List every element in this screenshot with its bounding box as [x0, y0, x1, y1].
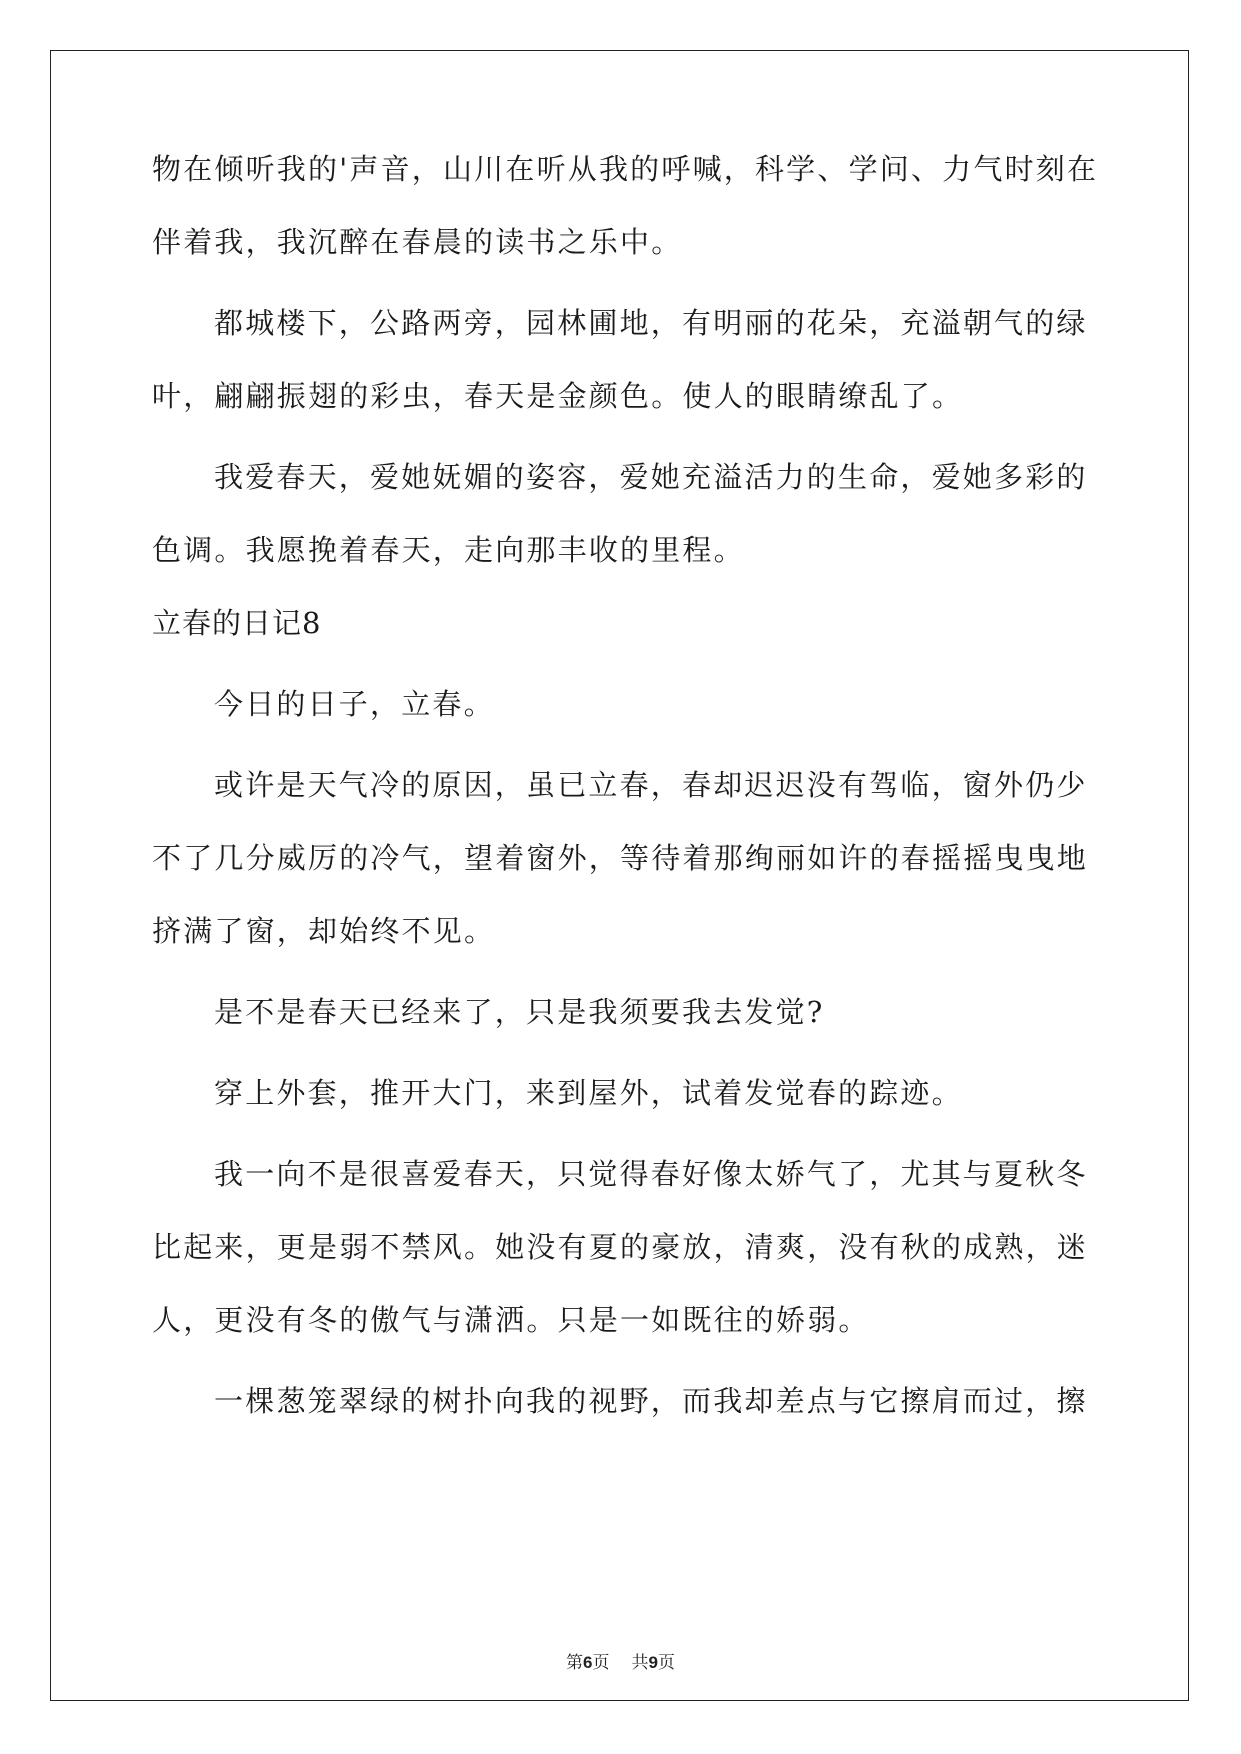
- text-line: 比起来，更是弱不禁风。她没有夏的豪放，清爽，没有秋的成熟，迷: [152, 1230, 1089, 1264]
- page-border: [50, 50, 1189, 1701]
- footer-page-word: 页: [592, 1653, 610, 1673]
- text-line: 色调。我愿挽着春天，走向那丰收的里程。: [152, 533, 745, 567]
- text-line: 伴着我，我沉醉在春晨的读书之乐中。: [152, 225, 683, 259]
- text-line: 物在倾听我的'声音，山川在听从我的呼喊，科学、学问、力气时刻在: [152, 152, 1099, 186]
- total-pages-number: 9: [648, 1653, 658, 1672]
- text-line: 人，更没有冬的傲气与潇洒。只是一如既往的娇弱。: [152, 1303, 870, 1337]
- text-line: 挤满了窗，却始终不见。: [152, 914, 496, 948]
- text-line: 我爱春天，爱她妩媚的姿容，爱她充溢活力的生命，爱她多彩的: [214, 460, 1088, 494]
- section-heading: 立春的日记8: [152, 606, 322, 640]
- footer-total-suffix: 页: [657, 1653, 675, 1673]
- text-line: 今日的日子，立春。: [214, 687, 495, 721]
- current-page-number: 6: [583, 1653, 593, 1672]
- footer-prefix: 第: [566, 1653, 584, 1673]
- page-footer: [0, 1654, 1241, 1672]
- text-line: 或许是天气冷的原因，虽已立春，春却迟迟没有驾临，窗外仍少: [214, 768, 1088, 802]
- text-line: 一棵葱笼翠绿的树扑向我的视野，而我却差点与它擦肩而过，擦: [214, 1384, 1088, 1418]
- text-line: 不了几分威厉的冷气，望着窗外，等待着那绚丽如许的春摇摇曳曳地: [152, 841, 1089, 875]
- footer-total-prefix: 共: [631, 1653, 649, 1673]
- text-line: 我一向不是很喜爱春天，只觉得春好像太娇气了，尤其与夏秋冬: [214, 1157, 1088, 1191]
- text-line: 叶，翩翩振翅的彩虫，春天是金颜色。使人的眼睛缭乱了。: [152, 379, 964, 413]
- text-line: 穿上外套，推开大门，来到屋外，试着发觉春的踪迹。: [214, 1076, 963, 1110]
- text-line: 都城楼下，公路两旁，园林圃地，有明丽的花朵，充溢朝气的绿: [214, 306, 1088, 340]
- text-line: 是不是春天已经来了，只是我须要我去发觉?: [214, 995, 825, 1029]
